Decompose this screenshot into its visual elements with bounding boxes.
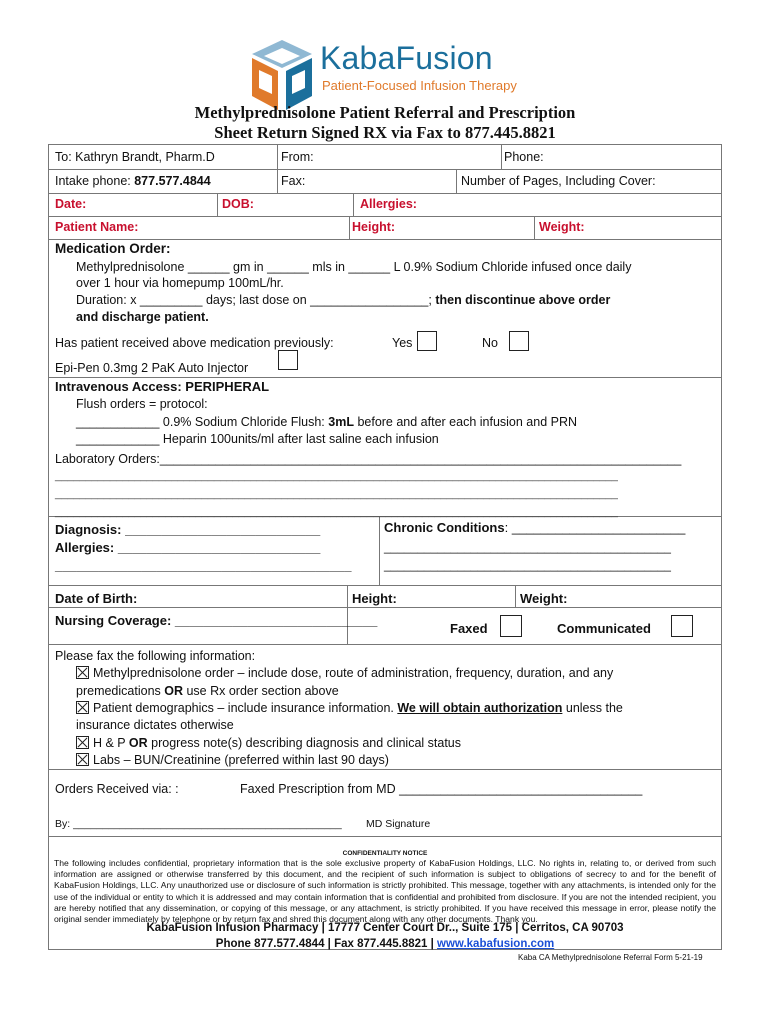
patient-name-field[interactable]: Patient Name: <box>55 220 139 234</box>
chronic-blank-line[interactable]: ___________________________________________ <box>384 540 671 554</box>
nursing-dob-field[interactable]: Date of Birth: <box>55 591 138 606</box>
brand-name: KabaFusion <box>320 40 493 76</box>
checked-box-icon[interactable] <box>76 701 89 714</box>
orders-received-field[interactable]: Orders Received via: : <box>55 782 179 796</box>
chronic-conditions-field[interactable] <box>384 520 685 535</box>
saline-text-end: before and after each infusion and PRN <box>353 415 578 429</box>
divider <box>515 585 516 607</box>
iv-access-heading: Intravenous Access: PERIPHERAL <box>55 379 270 394</box>
dob-field[interactable]: DOB: <box>222 197 254 211</box>
chronic-conditions-line: : ________________________ <box>504 520 686 535</box>
divider <box>49 216 721 217</box>
diagnosis-field[interactable]: Diagnosis: ___________________________ <box>55 522 321 537</box>
faxed-label: Faxed <box>450 621 488 636</box>
phone-fax-text: Phone 877.577.4844 | Fax 877.445.8821 | <box>215 938 438 950</box>
form-id: Kaba CA Methylprednisolone Referral Form 5-21-19 <box>518 953 703 962</box>
divider <box>277 169 278 193</box>
fax-info-intro: Please fax the following information: <box>55 649 256 663</box>
epipen-label: Epi-Pen 0.3mg 2 PaK Auto Injector <box>55 361 249 375</box>
to-field[interactable]: To: Kathryn Brandt, Pharm.D <box>55 150 215 164</box>
rx-section-text: use Rx order section above <box>183 684 339 698</box>
confidentiality-title: CONFIDENTIALITY NOTICE <box>342 850 428 857</box>
divider <box>501 145 502 169</box>
lab-blank-line[interactable]: ____________________________________________________________________________________________ <box>55 470 618 482</box>
fax-item-hp[interactable] <box>76 736 461 750</box>
fax-field[interactable]: Fax: <box>281 174 306 188</box>
md-signature-label: MD Signature <box>366 818 431 830</box>
divider <box>49 169 721 170</box>
fax-item-order[interactable] <box>76 666 613 680</box>
hp-text: H & P <box>93 736 129 750</box>
premed-text: premedications <box>76 684 165 698</box>
duration-text: Duration: x _________ days; last dose on _________________; <box>76 293 436 307</box>
chronic-blank-line[interactable]: ___________________________________________ <box>384 558 671 572</box>
website-link[interactable]: www.kabafusion.com <box>437 938 555 950</box>
nursing-weight-field[interactable]: Weight: <box>520 591 568 606</box>
divider <box>49 607 721 608</box>
laboratory-orders-field[interactable]: Laboratory Orders:___________________________________________________________________________ <box>55 452 682 466</box>
divider <box>353 193 354 216</box>
pages-field[interactable]: Number of Pages, Including Cover: <box>461 174 656 188</box>
divider <box>49 585 721 586</box>
saline-text: ____________ 0.9% Sodium Chloride Flush: <box>76 415 329 429</box>
fax-item-labs[interactable] <box>76 753 389 767</box>
yes-checkbox[interactable] <box>417 331 437 351</box>
divider <box>277 145 278 169</box>
heparin-line[interactable]: ____________ Heparin 100units/ml after last saline each infusion <box>76 432 439 446</box>
fax-item-demographics[interactable] <box>76 701 623 715</box>
brand-tagline: Patient-Focused Infusion Therapy <box>322 78 517 93</box>
demographics-text: Patient demographics – include insurance information. <box>93 701 398 715</box>
yes-label: Yes <box>392 336 413 350</box>
height-field[interactable]: Height: <box>352 220 396 234</box>
divider <box>456 169 457 193</box>
labs-text: Labs – BUN/Creatinine (preferred within last 90 days) <box>93 753 389 767</box>
progress-note-text: progress note(s) describing diagnosis and clinical status <box>147 736 462 750</box>
or-text: OR <box>164 684 183 698</box>
prev-medication-question: Has patient received above medication previously: <box>55 336 334 350</box>
date-field[interactable]: Date: <box>55 197 87 211</box>
saline-volume: 3mL <box>328 415 354 429</box>
from-field[interactable]: From: <box>281 150 314 164</box>
pharmacy-address: KabaFusion Infusion Pharmacy | 17777 Center Court Dr.., Suite 175 | Cerritos, CA 90703 <box>146 922 624 934</box>
saline-flush-line[interactable] <box>76 415 577 429</box>
clinical-blank-line[interactable]: _________________________________________ <box>55 558 352 573</box>
no-checkbox[interactable] <box>509 331 529 351</box>
discharge-text: and discharge patient. <box>76 310 209 324</box>
checked-box-icon[interactable] <box>76 736 89 749</box>
document-title: Methylprednisolone Patient Referral and Prescription <box>194 103 576 122</box>
chronic-conditions-label: Chronic Conditions <box>384 520 505 535</box>
divider <box>49 769 721 770</box>
lab-blank-line[interactable]: ____________________________________________________________________________________________ <box>55 506 618 518</box>
checked-box-icon[interactable] <box>76 666 89 679</box>
fax-item-order-cont <box>76 684 339 698</box>
intake-phone <box>55 174 211 188</box>
checked-box-icon[interactable] <box>76 753 89 766</box>
fax-item-order-text: Methylprednisolone order – include dose, route of administration, frequency, duration, and any <box>93 666 614 680</box>
medication-order-heading: Medication Order: <box>55 241 171 256</box>
divider <box>349 216 350 239</box>
clinical-allergies-field[interactable]: Allergies: ____________________________ <box>55 540 321 555</box>
divider <box>379 516 380 585</box>
nursing-height-field[interactable]: Height: <box>352 591 397 606</box>
phone-field[interactable]: Phone: <box>504 150 544 164</box>
confidentiality-text: The following includes confidential, proprietary information that is the sole exclusive property of KabaFusion Holdings, LLC. No rights in, relating to, or derived from such information are assigned or otherwise transferred by this document, and the recipient of such information is subject to obligations of secrecy to and for the benefit of KabaFusion Holdings, LLC. Any unauthorized use or disclosure of such information is strictly prohibited. This message, together with any attachments, is intended only for the use of the individual or entity to which it is addressed and may contain information that is confidential and prohibited from disclosure. If you are not the intended recipient, you are hereby notified that any dissemination, or copying of this message, or any attachment, is strictly prohibited. If you have received this message in error, please notify the original sender immediately by telephone or by return fax and shred this document along with any other documents. Thank you. <box>54 858 716 925</box>
divider <box>49 836 721 837</box>
faxed-prescription-field[interactable]: Faxed Prescription from MD ___________________________________ <box>240 782 643 796</box>
nursing-coverage-field[interactable]: Nursing Coverage: ____________________________ <box>55 613 378 628</box>
divider <box>49 377 721 378</box>
medication-line-duration[interactable] <box>76 293 610 307</box>
document-subtitle: Sheet Return Signed RX via Fax to 877.445.8821 <box>214 123 556 142</box>
flush-orders: Flush orders = protocol: <box>76 397 208 411</box>
authorization-text: We will obtain authorization <box>397 701 563 715</box>
unless-text: unless the <box>562 701 623 715</box>
communicated-label: Communicated <box>557 621 651 636</box>
by-field[interactable]: By: ______________________________________________ <box>55 818 342 830</box>
pharmacy-contact <box>0 938 770 950</box>
weight-field[interactable]: Weight: <box>539 220 585 234</box>
or-text: OR <box>128 736 148 750</box>
divider <box>49 644 721 645</box>
divider <box>217 193 218 216</box>
divider <box>534 216 535 239</box>
divider <box>49 193 721 194</box>
communicated-checkbox[interactable] <box>671 615 693 637</box>
discontinue-text: then discontinue above order <box>435 293 611 307</box>
faxed-checkbox[interactable] <box>500 615 522 637</box>
lab-blank-line[interactable]: ____________________________________________________________________________________________ <box>55 488 618 500</box>
epipen-checkbox[interactable] <box>278 350 298 370</box>
medication-line-dose[interactable]: Methylprednisolone ______ gm in ______ mls in ______ L 0.9% Sodium Chloride infused once daily <box>76 260 632 274</box>
insurance-text: insurance dictates otherwise <box>76 718 234 732</box>
medication-line-rate: over 1 hour via homepump 100mL/hr. <box>76 276 284 290</box>
intake-phone-value: 877.577.4844 <box>134 174 211 188</box>
allergies-field[interactable]: Allergies: <box>360 197 417 211</box>
divider <box>49 239 721 240</box>
no-label: No <box>482 336 498 350</box>
intake-phone-label: Intake phone: <box>55 174 135 188</box>
